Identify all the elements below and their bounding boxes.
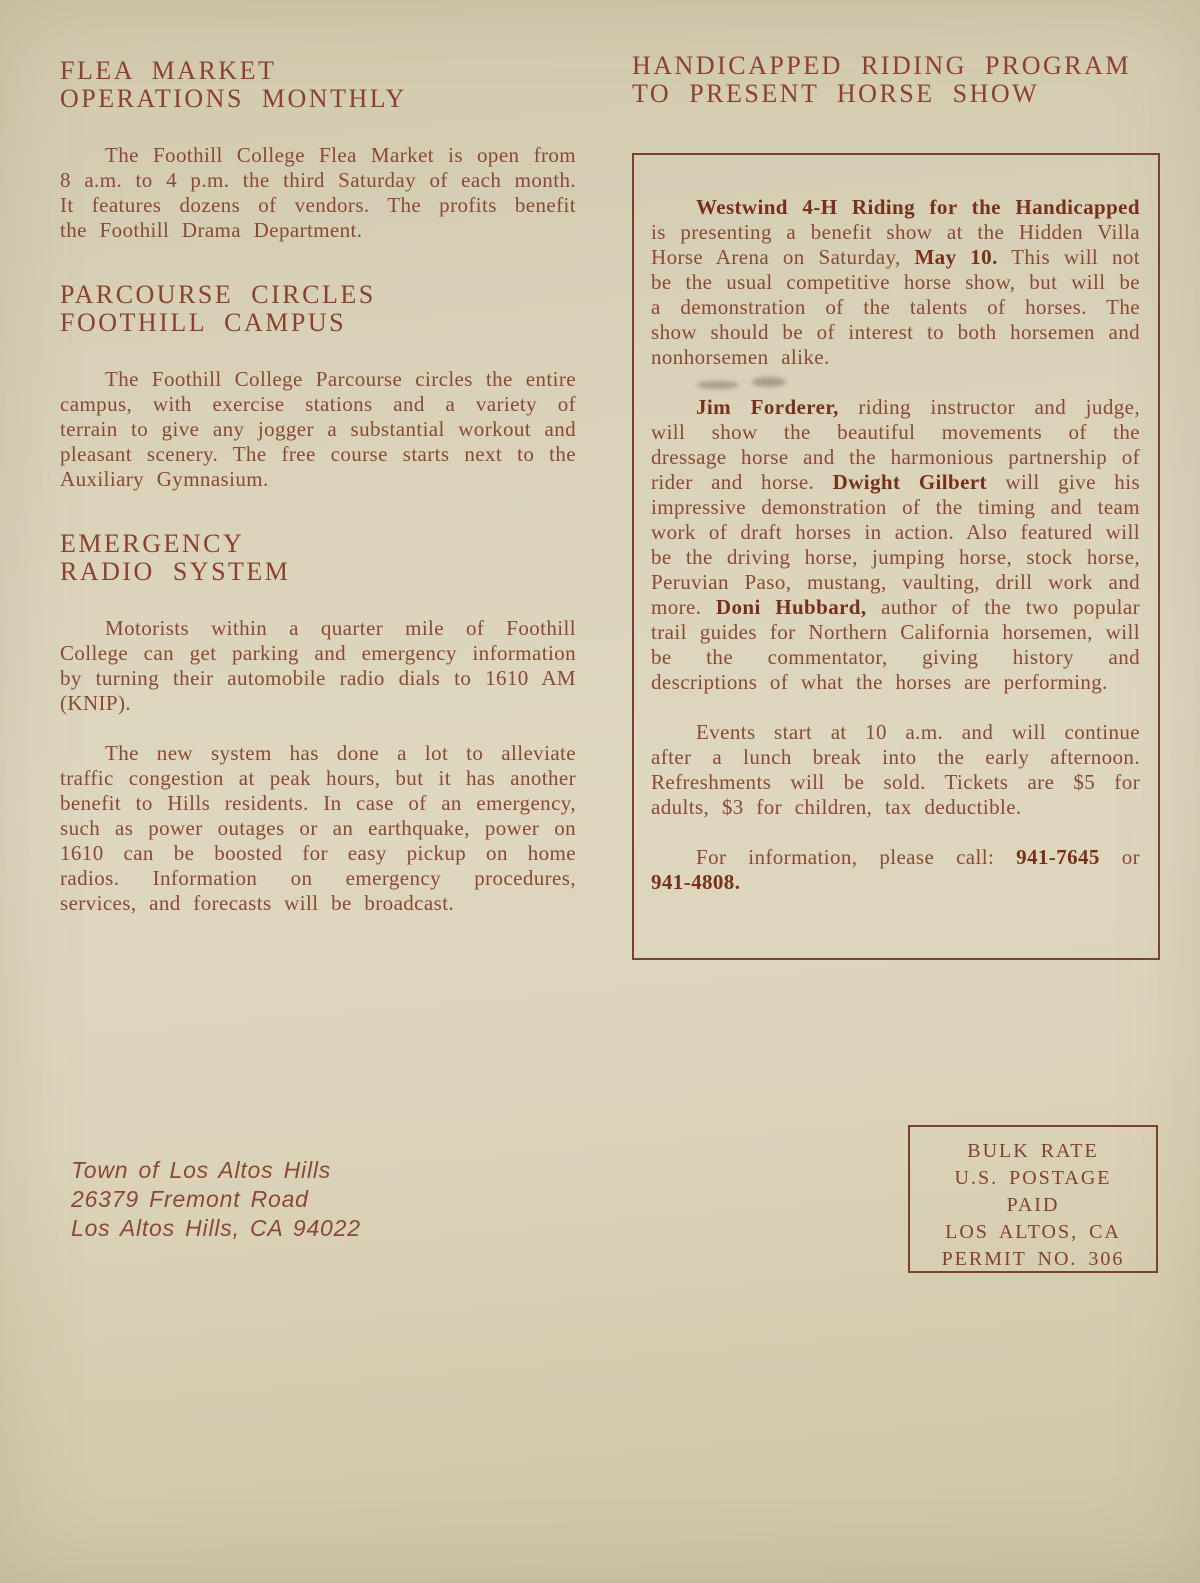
horse-show-paragraph: For information, please call: 941-7645 or 941-4808. <box>651 845 1140 894</box>
emergency-radio-paragraph: Motorists within a quarter mile of Foothill College can get parking and emergency information by turning their automobile radio dials to 1610 AM (KNIP). <box>60 616 576 715</box>
return-address-line: 26379 Fremont Road <box>71 1186 309 1212</box>
flea-market-heading <box>60 57 576 113</box>
postage-line: PAID <box>1006 1194 1060 1216</box>
emergency-radio-heading <box>60 530 576 586</box>
section-flea-market <box>60 57 576 243</box>
return-address-line: Los Altos Hills, CA 94022 <box>71 1215 361 1241</box>
bulk-rate-permit-box <box>908 1125 1158 1273</box>
heading-line: OPERATIONS MONTHLY <box>60 84 407 113</box>
heading-line: EMERGENCY <box>60 529 245 558</box>
heading-line: TO PRESENT HORSE SHOW <box>632 79 1040 108</box>
parcourse-heading <box>60 281 576 337</box>
section-emergency-radio <box>60 530 576 916</box>
heading-line: PARCOURSE CIRCLES <box>60 280 376 309</box>
postage-line: PERMIT NO. 306 <box>941 1248 1125 1270</box>
return-address <box>71 1156 361 1243</box>
heading-line: FLEA MARKET <box>60 56 277 85</box>
postage-line: LOS ALTOS, CA <box>945 1221 1121 1243</box>
postage-line: U.S. POSTAGE <box>954 1167 1112 1189</box>
heading-line: RADIO SYSTEM <box>60 557 291 586</box>
horse-show-heading <box>632 52 1160 108</box>
scan-smudge <box>697 381 739 389</box>
horse-show-paragraph: Events start at 10 a.m. and will continue after a lunch break into the early afternoon. Refreshments will be sold. Tickets are $5 for adults, $3 for children, tax deductible. <box>651 720 1140 819</box>
horse-show-paragraph: Westwind 4-H Riding for the Handicapped is presenting a benefit show at the Hidden Villa Horse Arena on Saturday, May 10. This will not be the usual competitive horse show, but will be a demonstration of the talents of horses. The show should be of interest to both horsemen and nonhorsemen alike. <box>651 195 1141 369</box>
horse-show-announcement-box <box>632 153 1160 960</box>
postage-line: BULK RATE <box>967 1140 1099 1162</box>
section-parcourse <box>60 281 576 492</box>
scan-smudge <box>752 377 786 387</box>
flea-market-paragraph: The Foothill College Flea Market is open from 8 a.m. to 4 p.m. the third Saturday of each month. It features dozens of vendors. The profits benefit the Foothill Drama Department. <box>60 143 576 242</box>
heading-line: HANDICAPPED RIDING PROGRAM <box>632 51 1132 80</box>
emergency-radio-paragraph: The new system has done a lot to alleviate traffic congestion at peak hours, but it has another benefit to Hills residents. In case of an emergency, such as power outages or an earthquake, power on 1610 can be boosted for easy pickup on home radios. Information on emergency procedures, services, and forecasts will be broadcast. <box>60 741 576 915</box>
return-address-line: Town of Los Altos Hills <box>71 1157 332 1183</box>
right-column <box>632 52 1160 960</box>
parcourse-paragraph: The Foothill College Parcourse circles the entire campus, with exercise stations and a variety of terrain to give any jogger a substantial workout and pleasant scenery. The free course starts next to the Auxiliary Gymnasium. <box>60 367 576 491</box>
horse-show-paragraph: Jim Forderer, riding instructor and judge, will show the beautiful movements of the dressage horse and the harmonious partnership of rider and horse. Dwight Gilbert will give his impressive demonstration of the timing and team work of draft horses in action. Also featured will be the driving horse, jumping horse, stock horse, Peruvian Paso, mustang, vaulting, drill work and more. Doni Hubbard, author of the two popular trail guides for Northern California horsemen, will be the commentator, giving history and descriptions of what the horses are performing. <box>651 395 1141 694</box>
left-column <box>60 57 576 916</box>
heading-line: FOOTHILL CAMPUS <box>60 308 347 337</box>
